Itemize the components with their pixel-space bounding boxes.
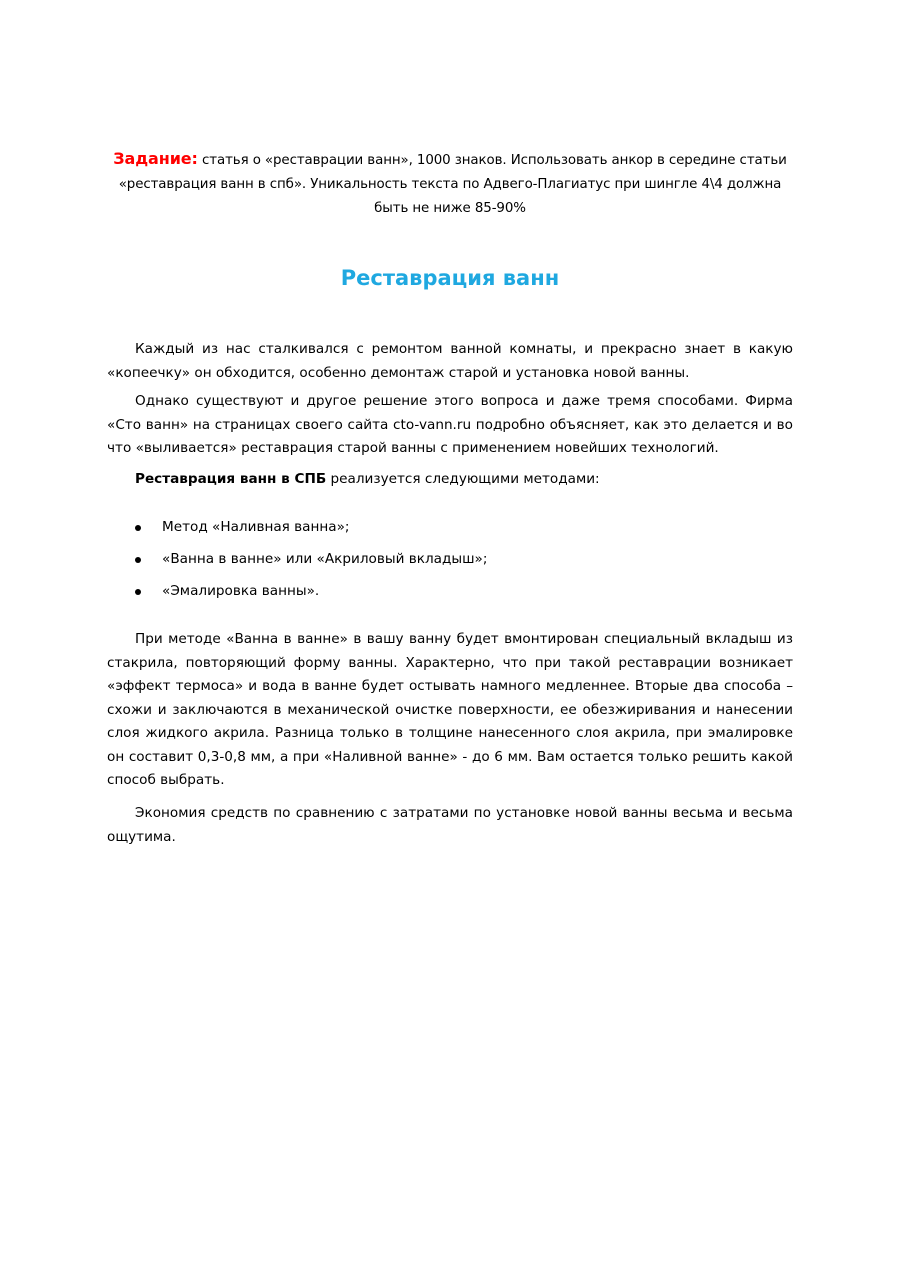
list-item: [107, 516, 793, 539]
article-paragraph-3: [107, 468, 793, 492]
task-label: Задание:: [113, 149, 198, 168]
bullet-icon: [135, 525, 141, 531]
article-paragraph-5: Экономия средств по сравнению с затратами по установке новой ванны весьма и весьма ощутима.: [107, 805, 793, 845]
paragraph-3-rest: реализуется следующими методами:: [326, 471, 600, 487]
article-title: Реставрация ванн: [340, 266, 560, 290]
article-paragraph-4: При методе «Ванна в ванне» в вашу ванну будет вмонтирован специальный вкладыш из стакрила, повторяющий форму ванны. Характерно, что при такой реставрации возникает «эффект термоса» и вода в ванне будет остывать намного медленнее. Вторые два способа – схожи и заключаются в механической очистке поверхности, ее обезжиривания и нанесении слоя жидкого акрила. Разница только в толщине нанесенного слоя акрила, при эмалировке он составит 0,3-0,8 мм, а при «Наливной ванне» - до 6 мм. Вам остается только решить какой способ выбрать.: [107, 631, 793, 788]
method-label: Метод «Наливная ванна»;: [162, 519, 350, 535]
methods-list: [107, 516, 793, 612]
bullet-icon: [135, 589, 141, 595]
task-text: статья о «реставрации ванн», 1000 знаков. Использовать анкор в середине статьи «реставрация ванн в спб». Уникальность текста по Адвего-Плагиатус при шингле 4\4 должна быть не ниже 85-90%: [118, 153, 787, 216]
anchor-text: Реставрация ванн в СПБ: [135, 471, 327, 487]
bullet-icon: [135, 557, 141, 563]
article-paragraph-1: Каждый из нас сталкивался с ремонтом ванной комнаты, и прекрасно знает в какую «копеечку» он обходится, особенно демонтаж старой и установка новой ванны.: [107, 341, 793, 381]
method-label: «Эмалировка ванны».: [162, 583, 320, 599]
method-label: «Ванна в ванне» или «Акриловый вкладыш»;: [162, 551, 488, 567]
list-item: [107, 580, 793, 603]
article-paragraph-2: Однако существуют и другое решение этого вопроса и даже тремя способами. Фирма «Сто ванн» на страницах своего сайта cto-vann.ru подробно объясняет, как это делается и во что «выливается» реставрация старой ванны с применением новейших технологий.: [107, 393, 793, 456]
task-description: [100, 147, 800, 221]
list-item: [107, 548, 793, 571]
